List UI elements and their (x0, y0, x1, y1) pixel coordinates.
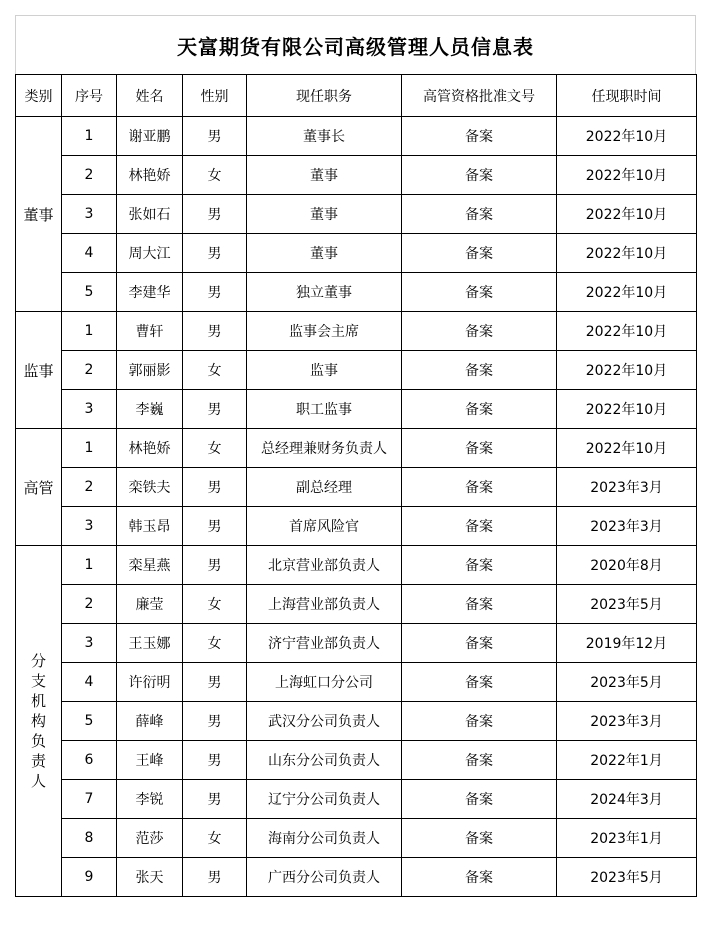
cell-date: 2019年12月 (557, 624, 697, 663)
cell-date: 2022年10月 (557, 429, 697, 468)
cell-date: 2023年5月 (557, 585, 697, 624)
cell-approval: 备案 (402, 195, 557, 234)
cell-gender: 女 (183, 156, 247, 195)
cell-position: 监事 (247, 351, 402, 390)
cell-gender: 女 (183, 429, 247, 468)
table-row (16, 858, 697, 897)
table-row (16, 546, 697, 585)
cell-date: 2020年8月 (557, 546, 697, 585)
cell-name: 栾星燕 (117, 546, 183, 585)
cell-name: 范莎 (117, 819, 183, 858)
cell-name: 许衍明 (117, 663, 183, 702)
header-date: 任现职时间 (557, 75, 697, 117)
table-row (16, 702, 697, 741)
cell-position: 独立董事 (247, 273, 402, 312)
cell-gender: 男 (183, 195, 247, 234)
cell-approval: 备案 (402, 312, 557, 351)
cell-date: 2023年3月 (557, 468, 697, 507)
cell-gender: 男 (183, 468, 247, 507)
cell-approval: 备案 (402, 507, 557, 546)
cell-position: 董事 (247, 156, 402, 195)
table-row (16, 429, 697, 468)
cell-approval: 备案 (402, 585, 557, 624)
cell-approval: 备案 (402, 819, 557, 858)
table-row (16, 195, 697, 234)
cell-position: 辽宁分公司负责人 (247, 780, 402, 819)
cell-gender: 女 (183, 624, 247, 663)
cell-date: 2022年10月 (557, 156, 697, 195)
cell-date: 2023年1月 (557, 819, 697, 858)
cell-gender: 男 (183, 546, 247, 585)
cell-name: 廉莹 (117, 585, 183, 624)
cell-gender: 女 (183, 819, 247, 858)
info-sheet (15, 15, 696, 897)
cell-approval: 备案 (402, 702, 557, 741)
cell-date: 2022年10月 (557, 273, 697, 312)
header-seq: 序号 (62, 75, 117, 117)
cell-name: 李锐 (117, 780, 183, 819)
cell-approval: 备案 (402, 390, 557, 429)
cell-gender: 男 (183, 117, 247, 156)
cell-position: 广西分公司负责人 (247, 858, 402, 897)
cell-position: 董事 (247, 195, 402, 234)
cell-name: 王玉娜 (117, 624, 183, 663)
category-label: 董事 (23, 205, 54, 224)
table-row (16, 819, 697, 858)
cell-approval: 备案 (402, 780, 557, 819)
cell-date: 2023年5月 (557, 858, 697, 897)
cell-gender: 男 (183, 507, 247, 546)
cell-approval: 备案 (402, 468, 557, 507)
cell-gender: 男 (183, 273, 247, 312)
table-row (16, 507, 697, 546)
executive-table (15, 74, 697, 897)
header-gender: 性别 (183, 75, 247, 117)
cell-gender: 男 (183, 390, 247, 429)
table-row (16, 234, 697, 273)
table-row (16, 117, 697, 156)
cell-name: 韩玉昂 (117, 507, 183, 546)
cell-approval: 备案 (402, 546, 557, 585)
table-row (16, 585, 697, 624)
cell-gender: 女 (183, 351, 247, 390)
table-body (16, 117, 697, 897)
table-row (16, 156, 697, 195)
cell-date: 2022年10月 (557, 312, 697, 351)
cell-position: 首席风险官 (247, 507, 402, 546)
cell-gender: 男 (183, 663, 247, 702)
cell-approval: 备案 (402, 741, 557, 780)
cell-gender: 男 (183, 780, 247, 819)
cell-date: 2023年3月 (557, 507, 697, 546)
cell-name: 薛峰 (117, 702, 183, 741)
cell-seq: 2 (62, 468, 117, 507)
cell-date: 2022年10月 (557, 390, 697, 429)
cell-approval: 备案 (402, 663, 557, 702)
cell-date: 2022年10月 (557, 195, 697, 234)
cell-seq: 6 (62, 741, 117, 780)
cell-seq: 3 (62, 624, 117, 663)
cell-position: 副总经理 (247, 468, 402, 507)
cell-position: 董事长 (247, 117, 402, 156)
cell-position: 山东分公司负责人 (247, 741, 402, 780)
cell-position: 上海营业部负责人 (247, 585, 402, 624)
cell-date: 2022年10月 (557, 234, 697, 273)
cell-approval: 备案 (402, 429, 557, 468)
cell-seq: 4 (62, 234, 117, 273)
cell-approval: 备案 (402, 273, 557, 312)
cell-seq: 3 (62, 390, 117, 429)
cell-seq: 1 (62, 429, 117, 468)
cell-seq: 1 (62, 117, 117, 156)
cell-approval: 备案 (402, 858, 557, 897)
cell-name: 李建华 (117, 273, 183, 312)
cell-date: 2024年3月 (557, 780, 697, 819)
header-position: 现任职务 (247, 75, 402, 117)
header-row (16, 75, 697, 117)
cell-seq: 8 (62, 819, 117, 858)
cell-seq: 2 (62, 351, 117, 390)
cell-name: 张如石 (117, 195, 183, 234)
cell-gender: 女 (183, 585, 247, 624)
cell-name: 栾铁夫 (117, 468, 183, 507)
cell-date: 2023年3月 (557, 702, 697, 741)
table-row (16, 390, 697, 429)
cell-category (16, 117, 62, 312)
cell-seq: 1 (62, 546, 117, 585)
category-label: 高管 (23, 478, 54, 497)
cell-position: 董事 (247, 234, 402, 273)
page-title: 天富期货有限公司高级管理人员信息表 (15, 15, 696, 74)
cell-approval: 备案 (402, 624, 557, 663)
cell-name: 王峰 (117, 741, 183, 780)
header-category: 类别 (16, 75, 62, 117)
cell-gender: 男 (183, 858, 247, 897)
cell-seq: 3 (62, 195, 117, 234)
category-label: 监事 (23, 361, 54, 380)
cell-position: 北京营业部负责人 (247, 546, 402, 585)
cell-name: 林艳娇 (117, 429, 183, 468)
cell-date: 2023年5月 (557, 663, 697, 702)
table-row (16, 624, 697, 663)
cell-position: 海南分公司负责人 (247, 819, 402, 858)
cell-approval: 备案 (402, 234, 557, 273)
cell-position: 上海虹口分公司 (247, 663, 402, 702)
cell-position: 武汉分公司负责人 (247, 702, 402, 741)
cell-name: 张天 (117, 858, 183, 897)
cell-approval: 备案 (402, 117, 557, 156)
cell-seq: 5 (62, 702, 117, 741)
cell-approval: 备案 (402, 156, 557, 195)
cell-seq: 5 (62, 273, 117, 312)
cell-category (16, 312, 62, 429)
cell-name: 林艳娇 (117, 156, 183, 195)
cell-seq: 2 (62, 585, 117, 624)
cell-date: 2022年10月 (557, 351, 697, 390)
cell-name: 谢亚鹏 (117, 117, 183, 156)
table-row (16, 741, 697, 780)
cell-position: 职工监事 (247, 390, 402, 429)
cell-seq: 4 (62, 663, 117, 702)
cell-category (16, 546, 62, 897)
header-approval: 高管资格批准文号 (402, 75, 557, 117)
table-row (16, 351, 697, 390)
table-row (16, 312, 697, 351)
category-label: 分支机构负责人 (30, 652, 46, 790)
cell-seq: 3 (62, 507, 117, 546)
cell-gender: 男 (183, 312, 247, 351)
cell-seq: 1 (62, 312, 117, 351)
cell-date: 2022年10月 (557, 117, 697, 156)
table-row (16, 780, 697, 819)
cell-approval: 备案 (402, 351, 557, 390)
table-row (16, 663, 697, 702)
cell-seq: 9 (62, 858, 117, 897)
cell-position: 总经理兼财务负责人 (247, 429, 402, 468)
cell-gender: 男 (183, 234, 247, 273)
table-row (16, 273, 697, 312)
header-name: 姓名 (117, 75, 183, 117)
cell-name: 周大江 (117, 234, 183, 273)
cell-name: 曹轩 (117, 312, 183, 351)
cell-gender: 男 (183, 741, 247, 780)
cell-name: 李巍 (117, 390, 183, 429)
cell-seq: 2 (62, 156, 117, 195)
table-row (16, 468, 697, 507)
cell-name: 郭丽影 (117, 351, 183, 390)
cell-seq: 7 (62, 780, 117, 819)
cell-position: 济宁营业部负责人 (247, 624, 402, 663)
cell-category (16, 429, 62, 546)
cell-position: 监事会主席 (247, 312, 402, 351)
cell-gender: 男 (183, 702, 247, 741)
cell-date: 2022年1月 (557, 741, 697, 780)
